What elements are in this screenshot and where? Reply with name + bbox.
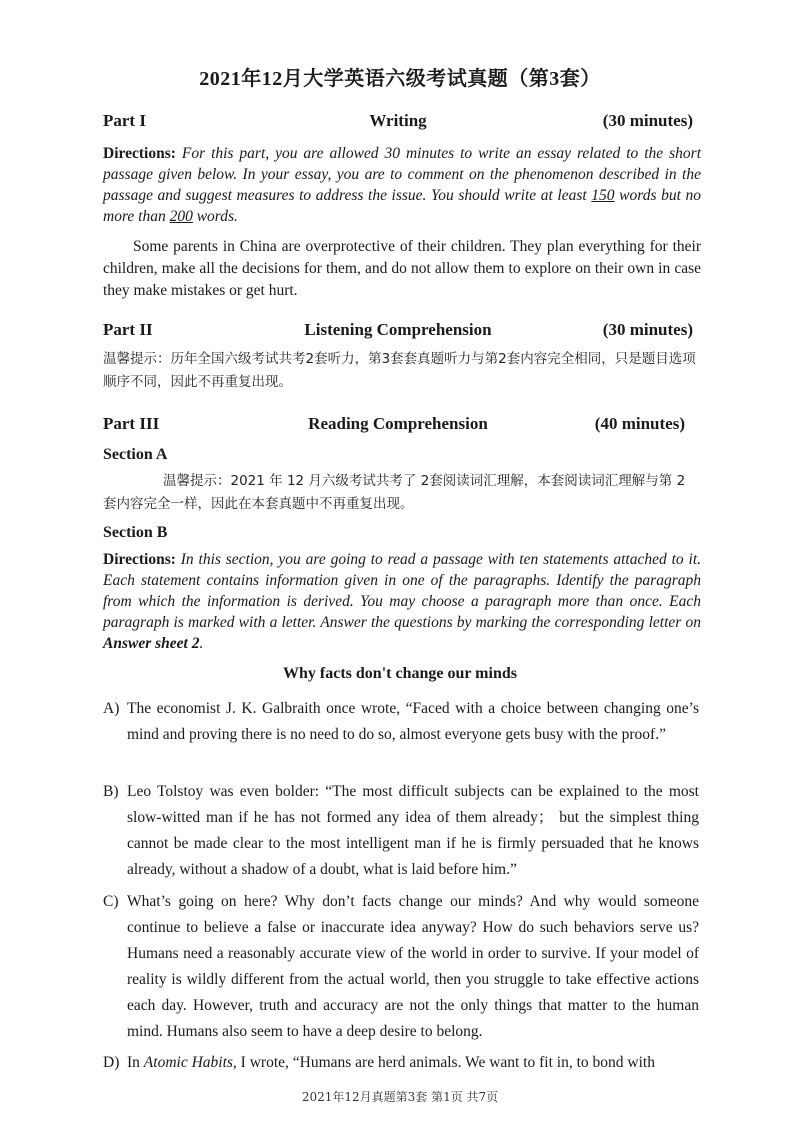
part-1-label: Part I bbox=[103, 111, 146, 130]
section-b-directions-text: In this section, you are going to read a passage with ten statements attached to it. Each statement contains information given in one of the paragraphs. Identify the paragraph from which the information is derived. You may choose a paragraph more than once. Each paragraph is marked with a letter. Answer the questions by marking the corresponding letter on bbox=[103, 551, 701, 631]
paragraph-text-before: In bbox=[127, 1054, 144, 1071]
paragraph-letter: A) bbox=[103, 700, 120, 717]
page-title: 2021年12月大学英语六级考试真题（第3套） bbox=[199, 68, 601, 90]
part-1-time: (30 minutes) bbox=[602, 111, 693, 130]
part-1-header bbox=[103, 111, 693, 135]
directions-text-c: words. bbox=[192, 208, 238, 225]
passage-title: Why facts don't change our minds bbox=[283, 665, 517, 682]
paragraph-text: What’s going on here? Why don’t facts change our minds? And why would someone continue to believe a false or inaccurate idea anyway? How do such behaviors serve us? Humans need a reasonably accurate view of the world in order to survive. If your model of reality is wildly different from the actual world, then you struggle to take effective actions each day. However, truth and accuracy are not the only things that matter to the human mind. Humans also seem to have a deep desire to belong. bbox=[127, 893, 699, 1040]
part-2-time: (30 minutes) bbox=[602, 320, 693, 339]
part-1-name: Writing bbox=[369, 111, 427, 130]
paragraph-text: Leo Tolstoy was even bolder: “The most difficult subjects can be explained to the most slow-witted man if he has not formed any idea of them already； but the simplest thing cannot be made clear to the most intelligent man if he is firmly persuaded that he knows already, without a shadow of a doubt, what is laid before him.” bbox=[127, 783, 699, 878]
paragraph-b bbox=[103, 779, 699, 883]
paragraph-d bbox=[103, 1050, 699, 1076]
paragraph-c bbox=[103, 889, 699, 1045]
paragraph-text: The economist J. K. Galbraith once wrote, “Faced with a choice between changing one’s mind and proving there is no need to do so, almost everyone gets busy with the proof.” bbox=[127, 700, 699, 743]
part-2-label: Part II bbox=[103, 320, 153, 339]
part-3-time: (40 minutes) bbox=[594, 414, 685, 433]
min-words: 150 bbox=[591, 187, 615, 204]
part-2-header bbox=[103, 320, 693, 344]
max-words: 200 bbox=[169, 208, 193, 225]
part-2-note: 温馨提示：历年全国六级考试共考2套听力，第3套套真题听力与第2套内容完全相同，只是题目选项顺序不同，因此不再重复出现。 bbox=[103, 351, 696, 390]
part-1-directions bbox=[103, 143, 701, 227]
section-b-directions bbox=[103, 549, 701, 654]
paragraph-a bbox=[103, 696, 699, 748]
section-b-directions-label: Directions: bbox=[103, 551, 176, 568]
paragraph-letter: B) bbox=[103, 783, 119, 800]
writing-prompt-passage: Some parents in China are overprotective of their children. They plan everything for their children, make all the decisions for them, and do not allow them to explore on their own in case they make mistakes or get hurt. bbox=[103, 238, 701, 299]
paragraph-letter: D) bbox=[103, 1054, 120, 1071]
directions-text-a: For this part, you are allowed 30 minutes to write an essay related to the short passage given below. In your essay, you are to comment on the phenomenon described in the passage and suggest measures to address the issue. You should write at least bbox=[103, 145, 701, 204]
answer-sheet-label: Answer sheet 2 bbox=[103, 635, 200, 652]
section-b-title: Section B bbox=[103, 524, 168, 541]
paragraph-letter: C) bbox=[103, 893, 119, 910]
paragraph-text-after: , I wrote, “Humans are herd animals. We want to fit in, to bond with bbox=[232, 1054, 655, 1071]
section-b-directions-end: . bbox=[199, 635, 204, 652]
book-title: Atomic Habits bbox=[143, 1054, 233, 1071]
section-a-note: 温馨提示：2021 年 12 月六级考试共考了 2套阅读词汇理解，本套阅读词汇理解与第 2 套内容完全一样，因此在本套真题中不再重复出现。 bbox=[103, 473, 686, 512]
directions-text-b: words but no more than bbox=[103, 187, 701, 225]
paragraph-text bbox=[127, 1050, 699, 1076]
part-3-label: Part III bbox=[103, 414, 160, 433]
section-a-title: Section A bbox=[103, 446, 168, 463]
page-footer: 2021年12月真题第3套 第1页 共7页 bbox=[301, 1090, 499, 1104]
directions-label: Directions: bbox=[103, 145, 176, 162]
part-2-name: Listening Comprehension bbox=[304, 320, 492, 339]
part-3-name: Reading Comprehension bbox=[308, 414, 488, 433]
part-3-header bbox=[103, 414, 693, 438]
